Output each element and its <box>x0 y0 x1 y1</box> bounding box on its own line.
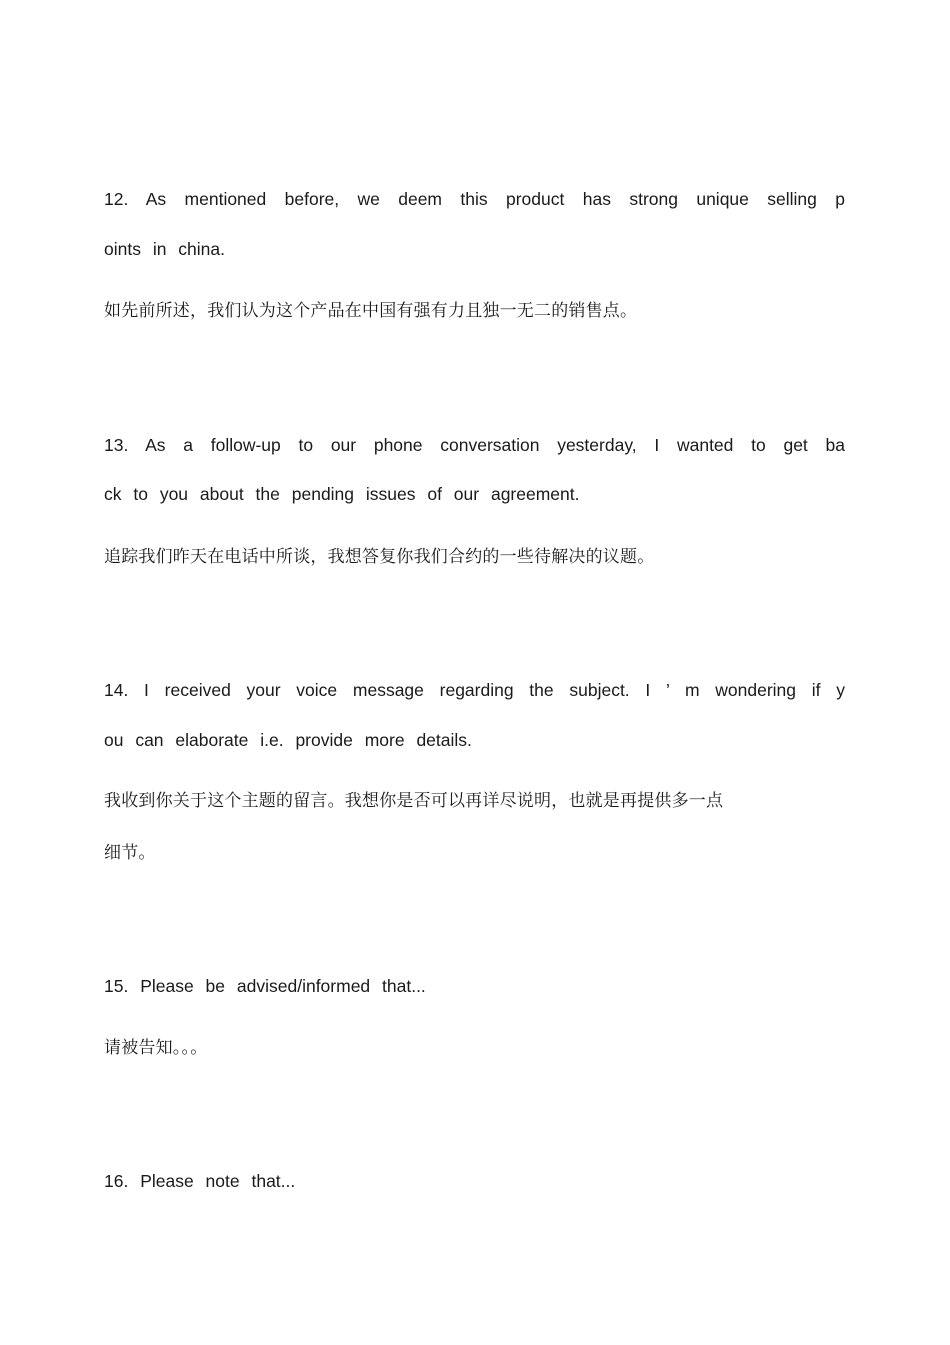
item-13-english-line-2: ck to you about the pending issues of our agreement. <box>104 484 580 504</box>
item-14-chinese-line-1: 我收到你关于这个主题的留言。我想你是否可以再详尽说明，也就是再提供多一点 <box>104 791 724 811</box>
item-14-chinese-line-2: 细节。 <box>104 843 156 863</box>
item-16-english-line-1: 16. Please note that... <box>104 1171 296 1191</box>
item-15-chinese-line-1: 请被告知。。。 <box>104 1038 208 1058</box>
item-13-chinese-line-1: 追踪我们昨天在电话中所谈，我想答复你我们合约的一些待解决的议题。 <box>104 547 655 567</box>
item-12-english-line-1: 12. As mentioned before, we deem this product has strong unique selling p <box>104 189 845 209</box>
item-12-chinese-line-1: 如先前所述，我们认为这个产品在中国有强有力且独一无二的销售点。 <box>104 301 638 321</box>
item-14-english-line-2: ou can elaborate i.e. provide more details. <box>104 730 472 750</box>
item-14-english-line-1: 14. I received your voice message regarding the subject. I ’ m wondering if y <box>104 680 845 700</box>
item-13-english-line-1: 13. As a follow-up to our phone conversation yesterday, I wanted to get ba <box>104 435 845 455</box>
item-15-english-line-1: 15. Please be advised/informed that... <box>104 976 426 996</box>
item-12-english-line-2: oints in china. <box>104 239 226 259</box>
